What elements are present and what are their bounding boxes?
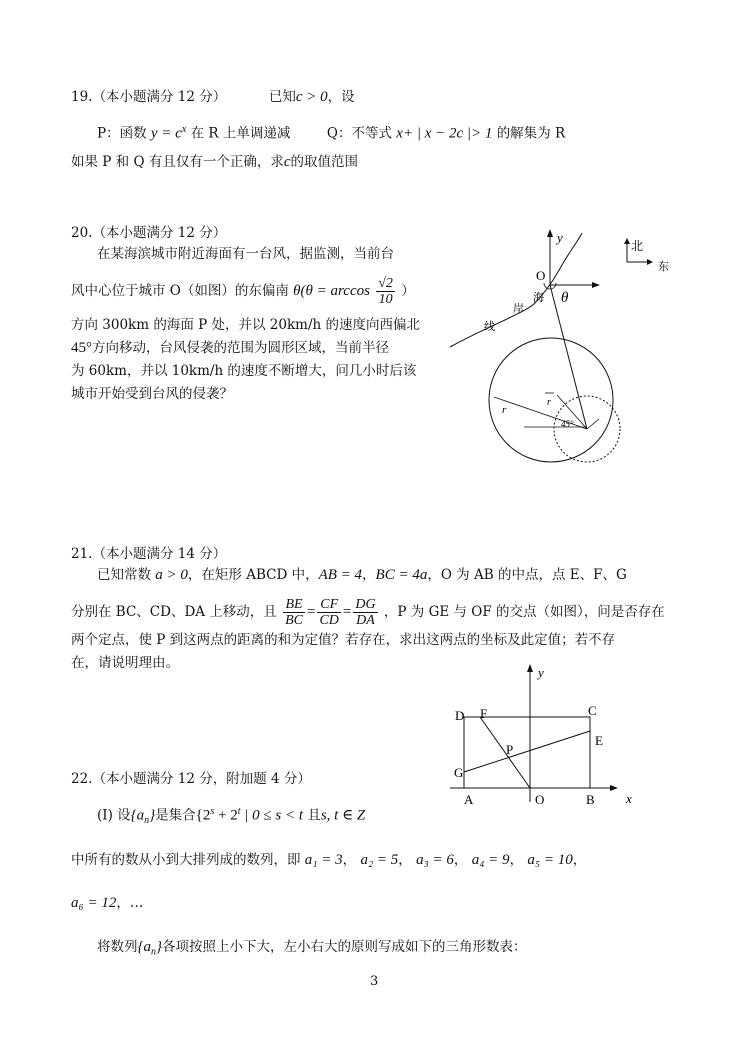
q21-label-o: O (535, 792, 545, 807)
q20-tick (587, 419, 599, 429)
q19-line2: P：函数 $y = c^x$ 在 R 上单调递减 Q：不等式 x+ | x − 2c |> 1 的解集为 R (97, 124, 566, 142)
q21-segment-ge (464, 731, 590, 772)
q22-line4: 将数列$\{a_n\}$各项按照上小下大，左小右大的原则写成如下的三角形数表： (97, 939, 527, 958)
q21-x-arrow (610, 785, 618, 791)
q21-label-y: y (538, 665, 544, 680)
q20-coast-char-3: 线 (484, 321, 495, 333)
q21-line2: 分别在 BC、CD、DA 上移动，且 $\frac{BE}{BC}$ = $\frac{CF}{CD}$ = $\frac{DG}{DA}$ ，P 为 GE 与 OF 的交点（如图），问是否存在 (71, 597, 665, 628)
q20-segment-op (550, 285, 587, 429)
q20-typhoon-circle (489, 338, 613, 462)
q22-line1: (Ⅰ) 设$\{a_n\}$是集合{$2^s + 2^t$ | 0 ≤ s < t 且s, t ∈ Z (97, 806, 366, 827)
q20-label-north: 北 (631, 239, 644, 253)
q20-label-r-vector: r (547, 397, 551, 408)
q21-rectangle (464, 717, 590, 788)
q20-x-arrow (592, 282, 600, 288)
q21-label-p: P (506, 742, 514, 757)
q21-fraction-3: $\frac{DG}{DA}$ (355, 597, 376, 628)
q20-compass-north-arrow (624, 238, 630, 244)
q20-line1: 在某海滨城市附近海面有一台风，据监测，当前台 (97, 246, 394, 262)
q20-label-45: 45° (561, 419, 574, 429)
q20-line4: 45°方向移动，台风侵袭的范围为圆形区域，当前半径 (71, 340, 389, 356)
q20-label-r: r (502, 404, 507, 416)
q22-heading: 22.（本小题满分 12 分，附加题 4 分） (71, 771, 311, 787)
q20-coast-char-1: 海 (533, 292, 544, 304)
q21-label-a: A (464, 792, 474, 807)
q20-heading: 20.（本小题满分 12 分） (71, 225, 227, 241)
q21-label-g: G (454, 765, 464, 780)
q19-line1: 19.（本小题满分 12 分） 已知c > 0，设 (71, 89, 355, 105)
q20-line5: 为 60km，并以 10km/h 的速度不断增大，问几小时后该 (71, 363, 417, 379)
q19-heading: 19.（本小题满分 12 分） (71, 89, 227, 105)
q21-label-b: B (586, 792, 595, 807)
q22-line3: a₆ = 12，… (71, 895, 144, 911)
q21-line1: 已知常数 a > 0，在矩形 ABCD 中，AB = 4，BC = 4a，O 为 AB 的中点，点 E、F、G (97, 567, 627, 583)
q21-fraction-1: $\frac{BE}{BC}$ (285, 597, 303, 628)
q21-label-d: D (455, 708, 465, 723)
q19-line3: 如果 P 和 Q 有且仅有一个正确，求c的取值范围 (71, 154, 358, 170)
q20-label-east: 东 (658, 261, 669, 273)
q21-label-c: C (588, 703, 597, 718)
q20-compass-east-arrow (647, 259, 653, 265)
q21-rectangle-figure (450, 660, 650, 810)
q20-coast-char-2: 岸 (513, 303, 524, 315)
page-number: 3 (370, 974, 379, 989)
q21-line4: 在，请说明理由。 (71, 655, 179, 671)
q21-y-arrow (527, 664, 533, 672)
q21-label-x: x (626, 791, 632, 806)
q20-y-arrow (547, 229, 553, 237)
q21-line3: 两个定点，使 P 到这两点的距离的和为定值？若存在，求出这两点的坐标及此定值；若不存 (71, 632, 616, 648)
q21-label-e: E (595, 733, 603, 748)
q20-label-theta: θ (561, 290, 569, 306)
q20-line3: 方向 300km 的海面 P 处，并以 20km/h 的速度向西偏北 (71, 317, 420, 333)
q22-line2: 中所有的数从小到大排列成的数列，即 a₁ = 3， a₂ = 5， a₃ = 6， a₄ = 9， a₅ = 10， (71, 852, 587, 868)
q20-label-y: y (557, 230, 563, 245)
q21-fraction-2: $\frac{CF}{CD}$ (319, 597, 339, 628)
q20-typhoon-figure (440, 225, 690, 495)
q20-label-o: O (536, 268, 546, 283)
q20-fraction: $\frac{√2}{10}$ (378, 276, 393, 307)
q20-line6: 城市开始受到台风的侵袭？ (71, 386, 233, 402)
q21-label-f: F (480, 706, 488, 721)
q20-line2: 风中心位于城市 O（如图）的东偏南 θ(θ = arccos $\frac{√2}{10}$ ） (71, 276, 415, 307)
q21-heading: 21.（本小题满分 14 分） (71, 546, 227, 562)
